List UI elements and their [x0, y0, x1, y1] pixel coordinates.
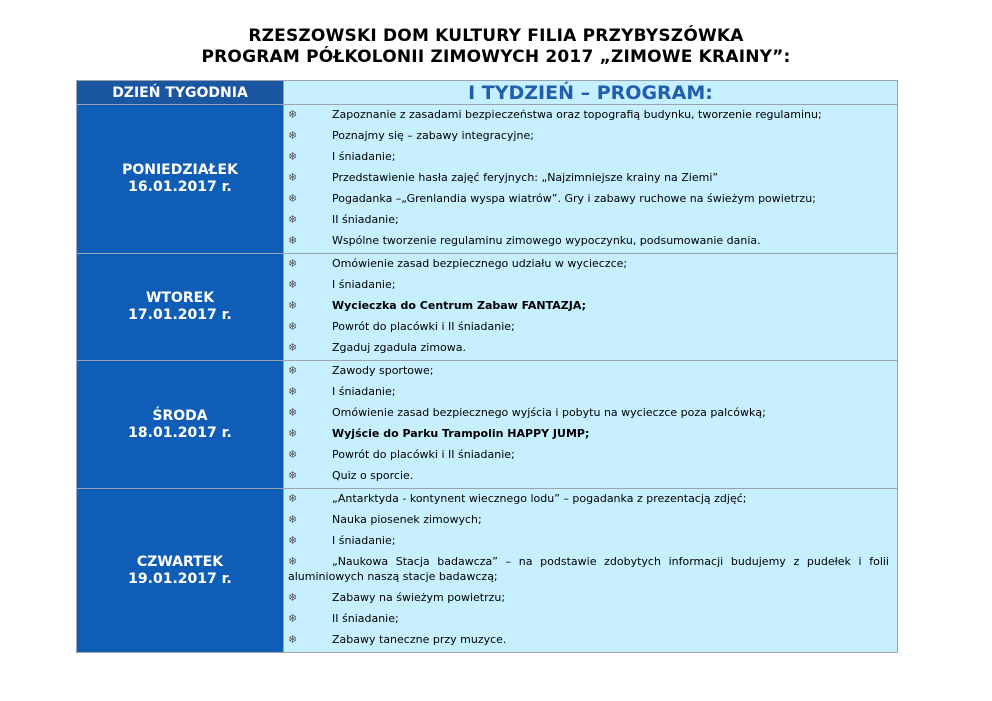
- list-item: [288, 491, 889, 506]
- snowflake-icon: ❄: [288, 555, 298, 568]
- document-subtitle: PROGRAM PÓŁKOLONII ZIMOWYCH 2017 „ZIMOWE KRAINY”:: [201, 47, 791, 67]
- day-cell: [77, 254, 284, 361]
- snowflake-icon: ❄: [288, 534, 298, 547]
- activity-text: Pogadanka –„Grenlandia wyspa wiatrów”. Gry i zabawy ruchowe na świeżym powietrzu;: [332, 192, 816, 205]
- list-item: [288, 128, 889, 143]
- list-item: [288, 405, 889, 420]
- snowflake-icon: ❄: [288, 612, 298, 625]
- day-cell: [77, 489, 284, 653]
- activity-text: Zabawy taneczne przy muzyce.: [332, 633, 507, 646]
- snowflake-icon: ❄: [288, 492, 298, 505]
- day-cell: [77, 105, 284, 254]
- list-item: [288, 149, 889, 164]
- list-item: [288, 533, 889, 548]
- activities-cell: [284, 489, 898, 653]
- day-name: CZWARTEK: [136, 553, 224, 570]
- list-item: [288, 632, 889, 647]
- day-name: WTOREK: [145, 290, 215, 306]
- list-item: [288, 554, 889, 584]
- activity-text: „Naukowa Stacja badawcza” – na podstawie zdobytych informacji budujemy z pudełek i folii aluminiowych naszą stacje badawczą;: [288, 555, 889, 583]
- activity-list: [284, 489, 897, 652]
- snowflake-icon: ❄: [288, 513, 298, 526]
- activity-text: „Antarktyda - kontynent wiecznego lodu” – pogadanka z prezentacją zdjęć;: [332, 492, 747, 505]
- snowflake-icon: ❄: [288, 234, 298, 247]
- snowflake-icon: ❄: [288, 320, 298, 333]
- snowflake-icon: ❄: [288, 341, 298, 354]
- snowflake-icon: ❄: [288, 469, 298, 482]
- snowflake-icon: ❄: [288, 257, 298, 270]
- activity-text: Omówienie zasad bezpiecznego wyjścia i pobytu na wycieczce poza palcówką;: [332, 406, 766, 419]
- program-table: [76, 80, 898, 653]
- activity-text: II śniadanie;: [332, 612, 399, 625]
- activity-list: [284, 254, 897, 360]
- snowflake-icon: ❄: [288, 633, 298, 646]
- snowflake-icon: ❄: [288, 213, 298, 226]
- list-item: [288, 426, 889, 441]
- table-row: [77, 254, 898, 361]
- list-item: [288, 384, 889, 399]
- snowflake-icon: ❄: [288, 278, 298, 291]
- activities-cell: [284, 254, 898, 361]
- activity-text: Quiz o sporcie.: [332, 469, 414, 482]
- activity-text: Zawody sportowe;: [332, 364, 434, 377]
- day-cell: [77, 361, 284, 489]
- list-item: [288, 340, 889, 355]
- activity-text: Nauka piosenek zimowych;: [332, 513, 482, 526]
- list-item: [288, 256, 889, 271]
- list-item: [288, 319, 889, 334]
- activity-text: I śniadanie;: [332, 278, 396, 291]
- activity-text: Zgaduj zgadula zimowa.: [332, 341, 467, 354]
- list-item: [288, 468, 889, 483]
- activity-text: Wyjście do Parku Trampolin HAPPY JUMP;: [332, 427, 590, 440]
- activity-text: Wycieczka do Centrum Zabaw FANTAZJA;: [332, 299, 586, 312]
- activity-text: I śniadanie;: [332, 150, 396, 163]
- snowflake-icon: ❄: [288, 299, 298, 312]
- list-item: [288, 277, 889, 292]
- table-row: [77, 489, 898, 653]
- table-header-row: [77, 81, 898, 105]
- activities-cell: [284, 105, 898, 254]
- list-item: [288, 512, 889, 527]
- activity-text: Wspólne tworzenie regulaminu zimowego wypoczynku, podsumowanie dania.: [332, 234, 761, 247]
- list-item: [288, 590, 889, 605]
- activity-text: Zapoznanie z zasadami bezpieczeństwa oraz topografią budynku, tworzenie regulaminu;: [332, 108, 822, 121]
- snowflake-icon: ❄: [288, 171, 298, 184]
- activity-text: Poznajmy się – zabawy integracyjne;: [332, 129, 534, 142]
- list-item: [288, 233, 889, 248]
- activity-text: I śniadanie;: [332, 534, 396, 547]
- snowflake-icon: ❄: [288, 150, 298, 163]
- list-item: [288, 170, 889, 185]
- header-day-of-week: DZIEŃ TYGODNIA: [77, 81, 284, 105]
- activity-list: [284, 105, 897, 253]
- day-date: 19.01.2017 r.: [128, 570, 232, 587]
- snowflake-icon: ❄: [288, 192, 298, 205]
- day-name: PONIEDZIAŁEK: [122, 162, 238, 178]
- activity-text: I śniadanie;: [332, 385, 396, 398]
- snowflake-icon: ❄: [288, 129, 298, 142]
- snowflake-icon: ❄: [288, 448, 298, 461]
- table-row: [77, 361, 898, 489]
- snowflake-icon: ❄: [288, 591, 298, 604]
- snowflake-icon: ❄: [288, 364, 298, 377]
- snowflake-icon: ❄: [288, 406, 298, 419]
- activity-text: Powrót do placówki i II śniadanie;: [332, 448, 515, 461]
- activity-text: Powrót do placówki i II śniadanie;: [332, 320, 515, 333]
- list-item: [288, 611, 889, 626]
- header-program: I TYDZIEŃ – PROGRAM:: [284, 81, 898, 105]
- day-name: ŚRODA: [152, 407, 208, 424]
- list-item: [288, 212, 889, 227]
- activity-list: [284, 361, 897, 488]
- day-date: 16.01.2017 r.: [128, 179, 232, 195]
- activity-text: Przedstawienie hasła zajęć feryjnych: „Najzimniejsze krainy na Ziemi”: [332, 171, 719, 184]
- document-title: RZESZOWSKI DOM KULTURY FILIA PRZYBYSZÓWKA: [248, 26, 744, 46]
- activity-text: II śniadanie;: [332, 213, 399, 226]
- day-date: 18.01.2017 r.: [128, 424, 232, 441]
- list-item: [288, 107, 889, 122]
- list-item: [288, 447, 889, 462]
- snowflake-icon: ❄: [288, 427, 298, 440]
- list-item: [288, 191, 889, 206]
- table-row: [77, 105, 898, 254]
- list-item: [288, 363, 889, 378]
- activities-cell: [284, 361, 898, 489]
- day-date: 17.01.2017 r.: [128, 307, 232, 323]
- activity-text: Omówienie zasad bezpiecznego udziału w wycieczce;: [332, 257, 628, 270]
- snowflake-icon: ❄: [288, 108, 298, 121]
- activity-text: Zabawy na świeżym powietrzu;: [332, 591, 506, 604]
- list-item: [288, 298, 889, 313]
- snowflake-icon: ❄: [288, 385, 298, 398]
- table-body: [77, 105, 898, 653]
